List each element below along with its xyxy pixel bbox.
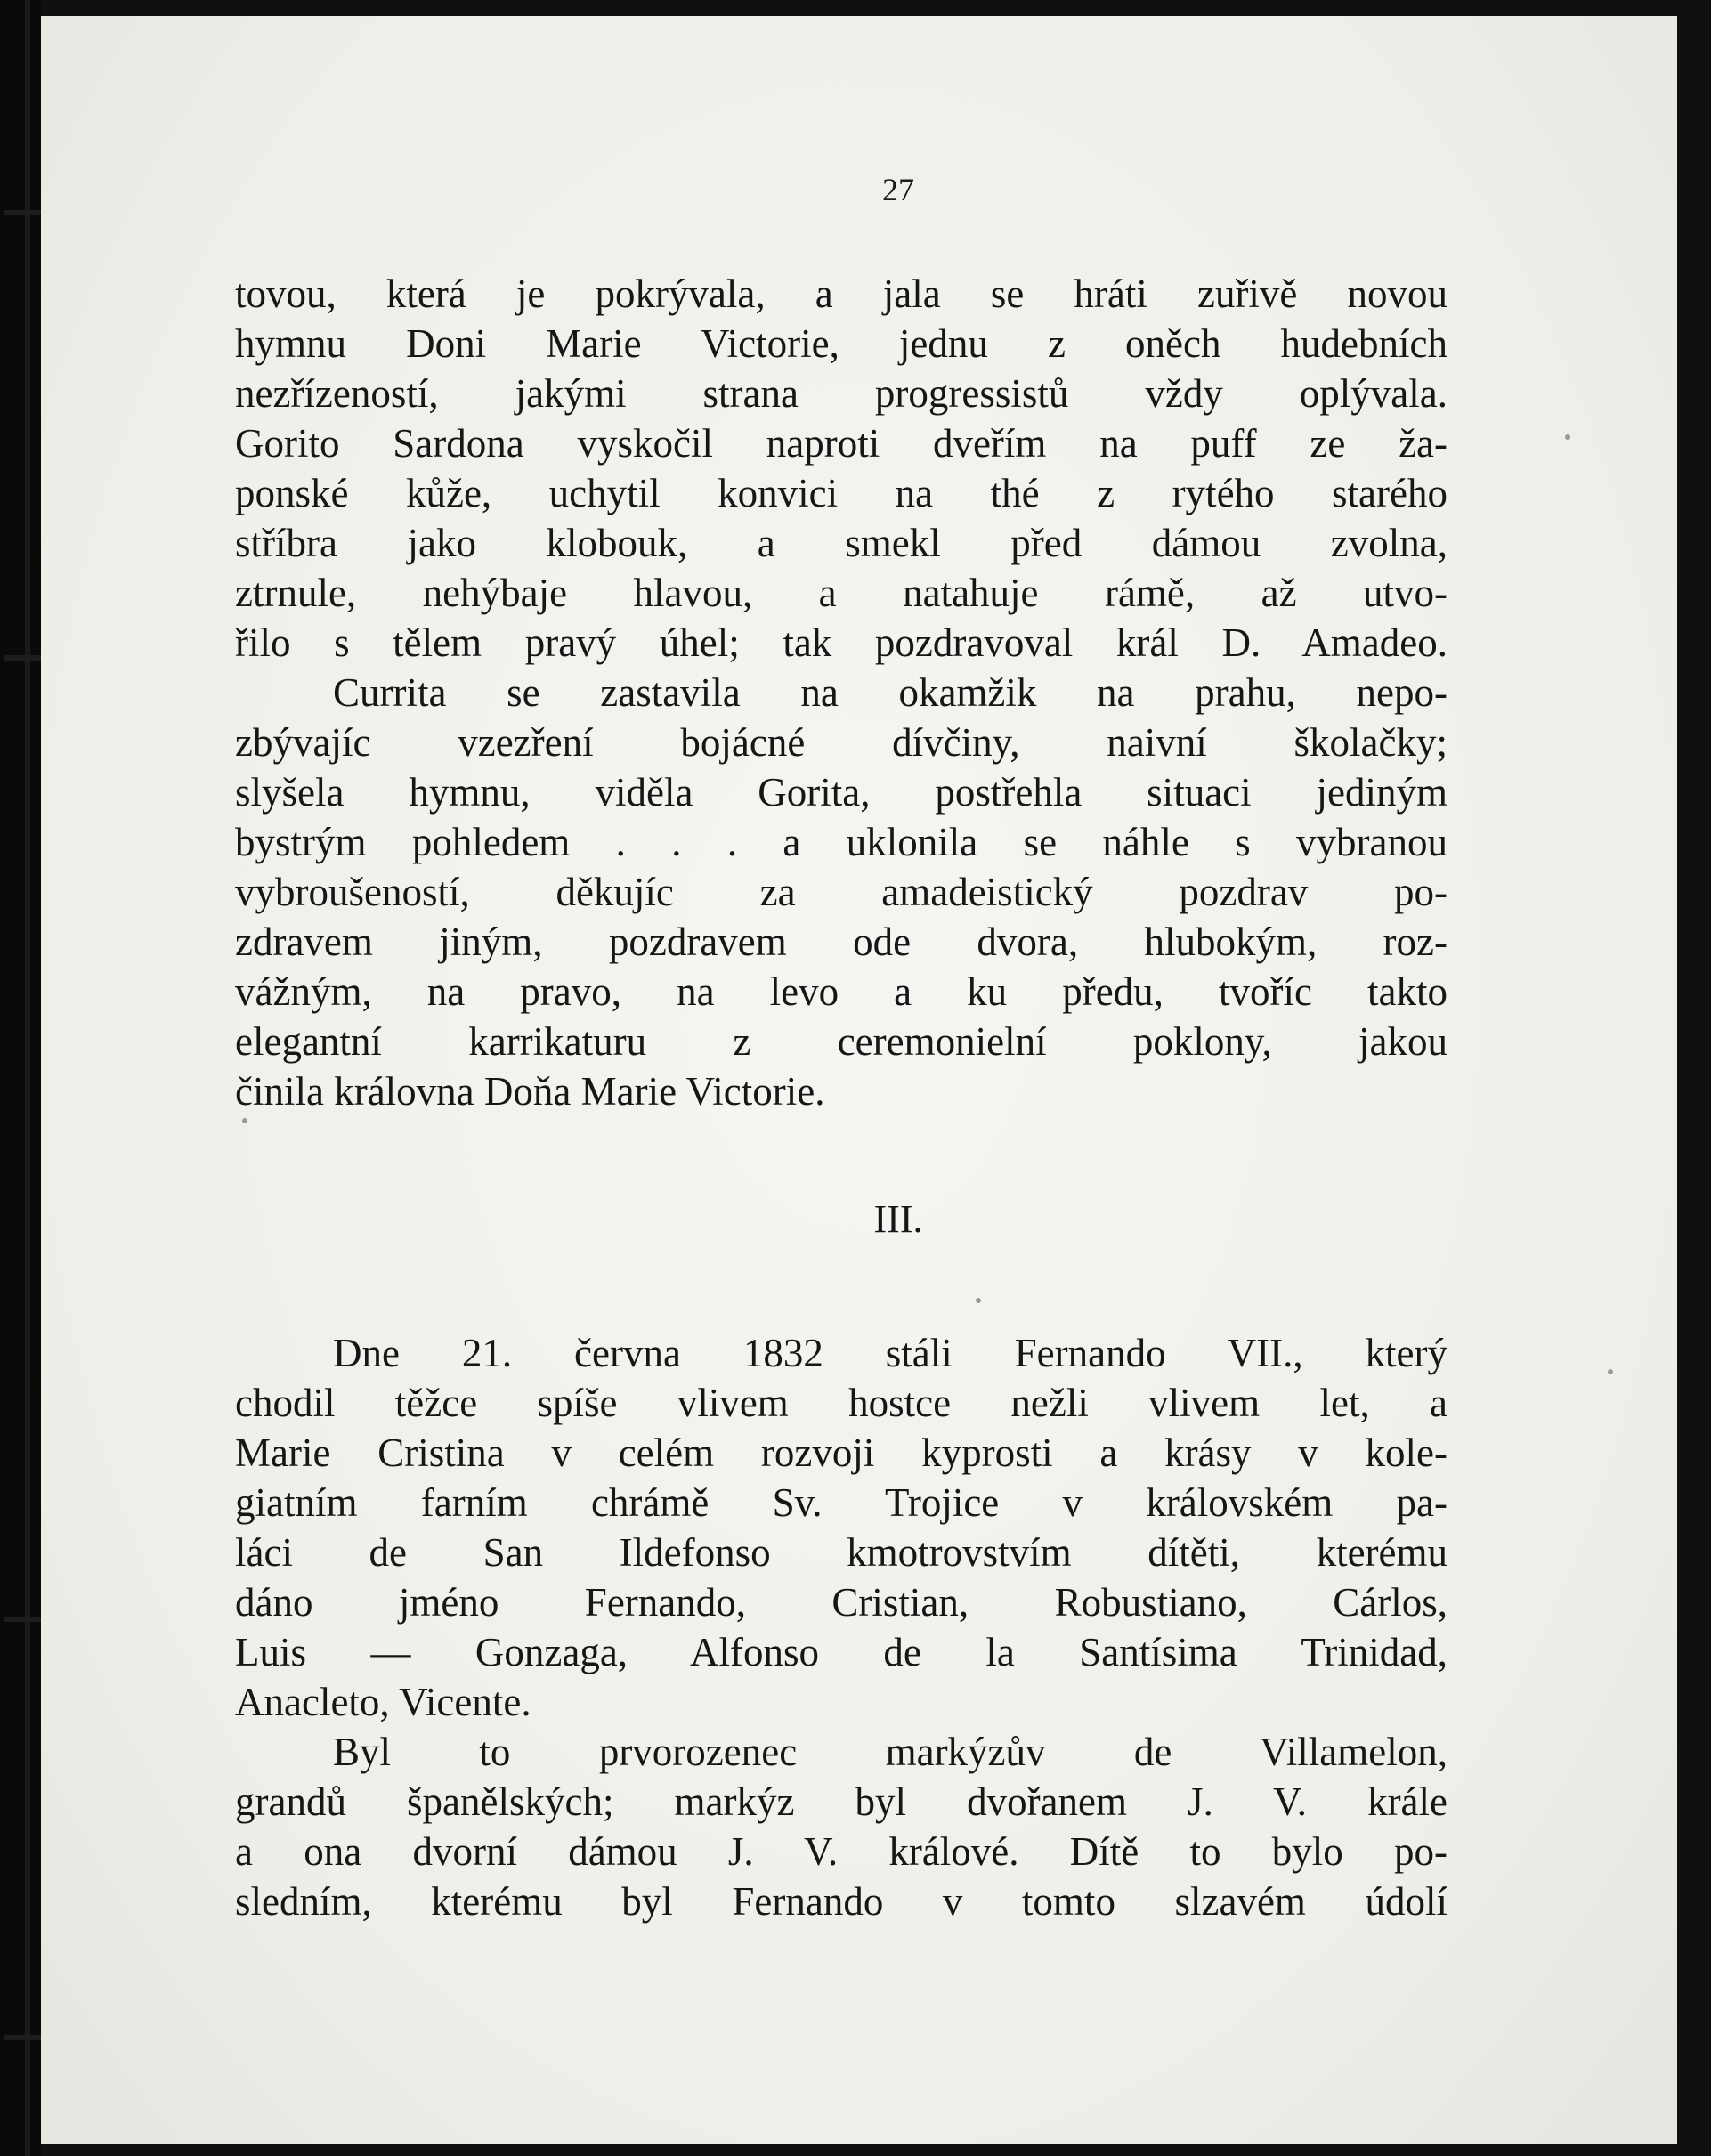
paragraph-4 — [235, 1727, 1447, 1926]
text-line: dáno jméno Fernando, Cristian, Robustiano, Cárlos, — [235, 1580, 1447, 1625]
text-line: Luis — Gonzaga, Alfonso de la Santísima Trinidad, — [235, 1630, 1447, 1674]
text-line: ztrnule, nehýbaje hlavou, a natahuje rámě, až utvo- — [235, 571, 1447, 615]
scan-binding-line — [25, 0, 30, 2156]
paper-sheet — [41, 16, 1677, 2144]
scan-left-margin — [0, 0, 41, 2156]
section-heading: III. — [873, 1197, 923, 1241]
scan-binding-mark — [4, 1617, 43, 1622]
text-line: vážným, na pravo, na levo a ku předu, tvoříc takto — [235, 969, 1447, 1014]
text-line: zbývajíc vzezření bojácné dívčiny, naivní školačky; — [235, 720, 1447, 765]
paper-speck — [1608, 1369, 1613, 1374]
text-line: elegantní karrikaturu z ceremonielní poklony, jakou — [235, 1019, 1447, 1064]
text-line: Dne 21. června 1832 stáli Fernando VII., který — [333, 1331, 1447, 1375]
text-line: hymnu Doni Marie Victorie, jednu z oněch hudebních — [235, 321, 1447, 366]
text-line: Gorito Sardona vyskočil naproti dveřím na puff ze ža- — [235, 421, 1447, 466]
text-line: Marie Cristina v celém rozvoji kyprosti a krásy v kole- — [235, 1431, 1447, 1475]
text-line: zdravem jiným, pozdravem ode dvora, hlubokým, roz- — [235, 920, 1447, 964]
text-line: giatním farním chrámě Sv. Trojice v královském pa- — [235, 1480, 1447, 1525]
scan-binding-mark — [4, 210, 43, 215]
text-line: sledním, kterému byl Fernando v tomto slzavém údolí — [235, 1879, 1447, 1924]
text-line: Currita se zastavila na okamžik na prahu, nepo- — [333, 670, 1447, 715]
page-number: 27 — [882, 172, 914, 207]
text-line: ponské kůže, uchytil konvici na thé z rytého starého — [235, 471, 1447, 515]
text-line: vybroušeností, děkujíc za amadeistický pozdrav po- — [235, 870, 1447, 914]
text-line: a ona dvorní dámou J. V. králové. Dítě to bylo po- — [235, 1829, 1447, 1874]
text-line: chodil těžce spíše vlivem hostce nežli vlivem let, a — [235, 1381, 1447, 1425]
text-line: Anacleto, Vicente. — [235, 1680, 531, 1724]
text-line: láci de San Ildefonso kmotrovstvím dítěti, kterému — [235, 1530, 1447, 1575]
paragraph-1 — [235, 269, 1447, 668]
paper-speck — [976, 1298, 981, 1303]
scan-binding-mark — [4, 2035, 43, 2040]
scan-binding-mark — [4, 655, 43, 661]
text-line: tovou, která je pokrývala, a jala se hráti zuřivě novou — [235, 272, 1447, 316]
text-line: grandů španělských; markýz byl dvořanem J. V. krále — [235, 1779, 1447, 1824]
text-line: stříbra jako klobouk, a smekl před dámou zvolna, — [235, 521, 1447, 565]
text-line: Byl to prvorozenec markýzův de Villamelon, — [333, 1730, 1447, 1774]
text-line: řilo s tělem pravý úhel; tak pozdravoval král D. Amadeo. — [235, 620, 1447, 665]
text-line: bystrým pohledem . . . a uklonila se náhle s vybranou — [235, 820, 1447, 864]
paragraph-3 — [235, 1328, 1447, 1727]
paper-speck — [1565, 434, 1570, 440]
paper-speck — [242, 1118, 247, 1123]
text-line: slyšela hymnu, viděla Gorita, postřehla situaci jediným — [235, 770, 1447, 815]
text-line: činila královna Doňa Marie Victorie. — [235, 1069, 825, 1114]
text-line: nezřízeností, jakými strana progressistů vždy oplývala. — [235, 371, 1447, 416]
paragraph-2 — [235, 668, 1447, 1116]
